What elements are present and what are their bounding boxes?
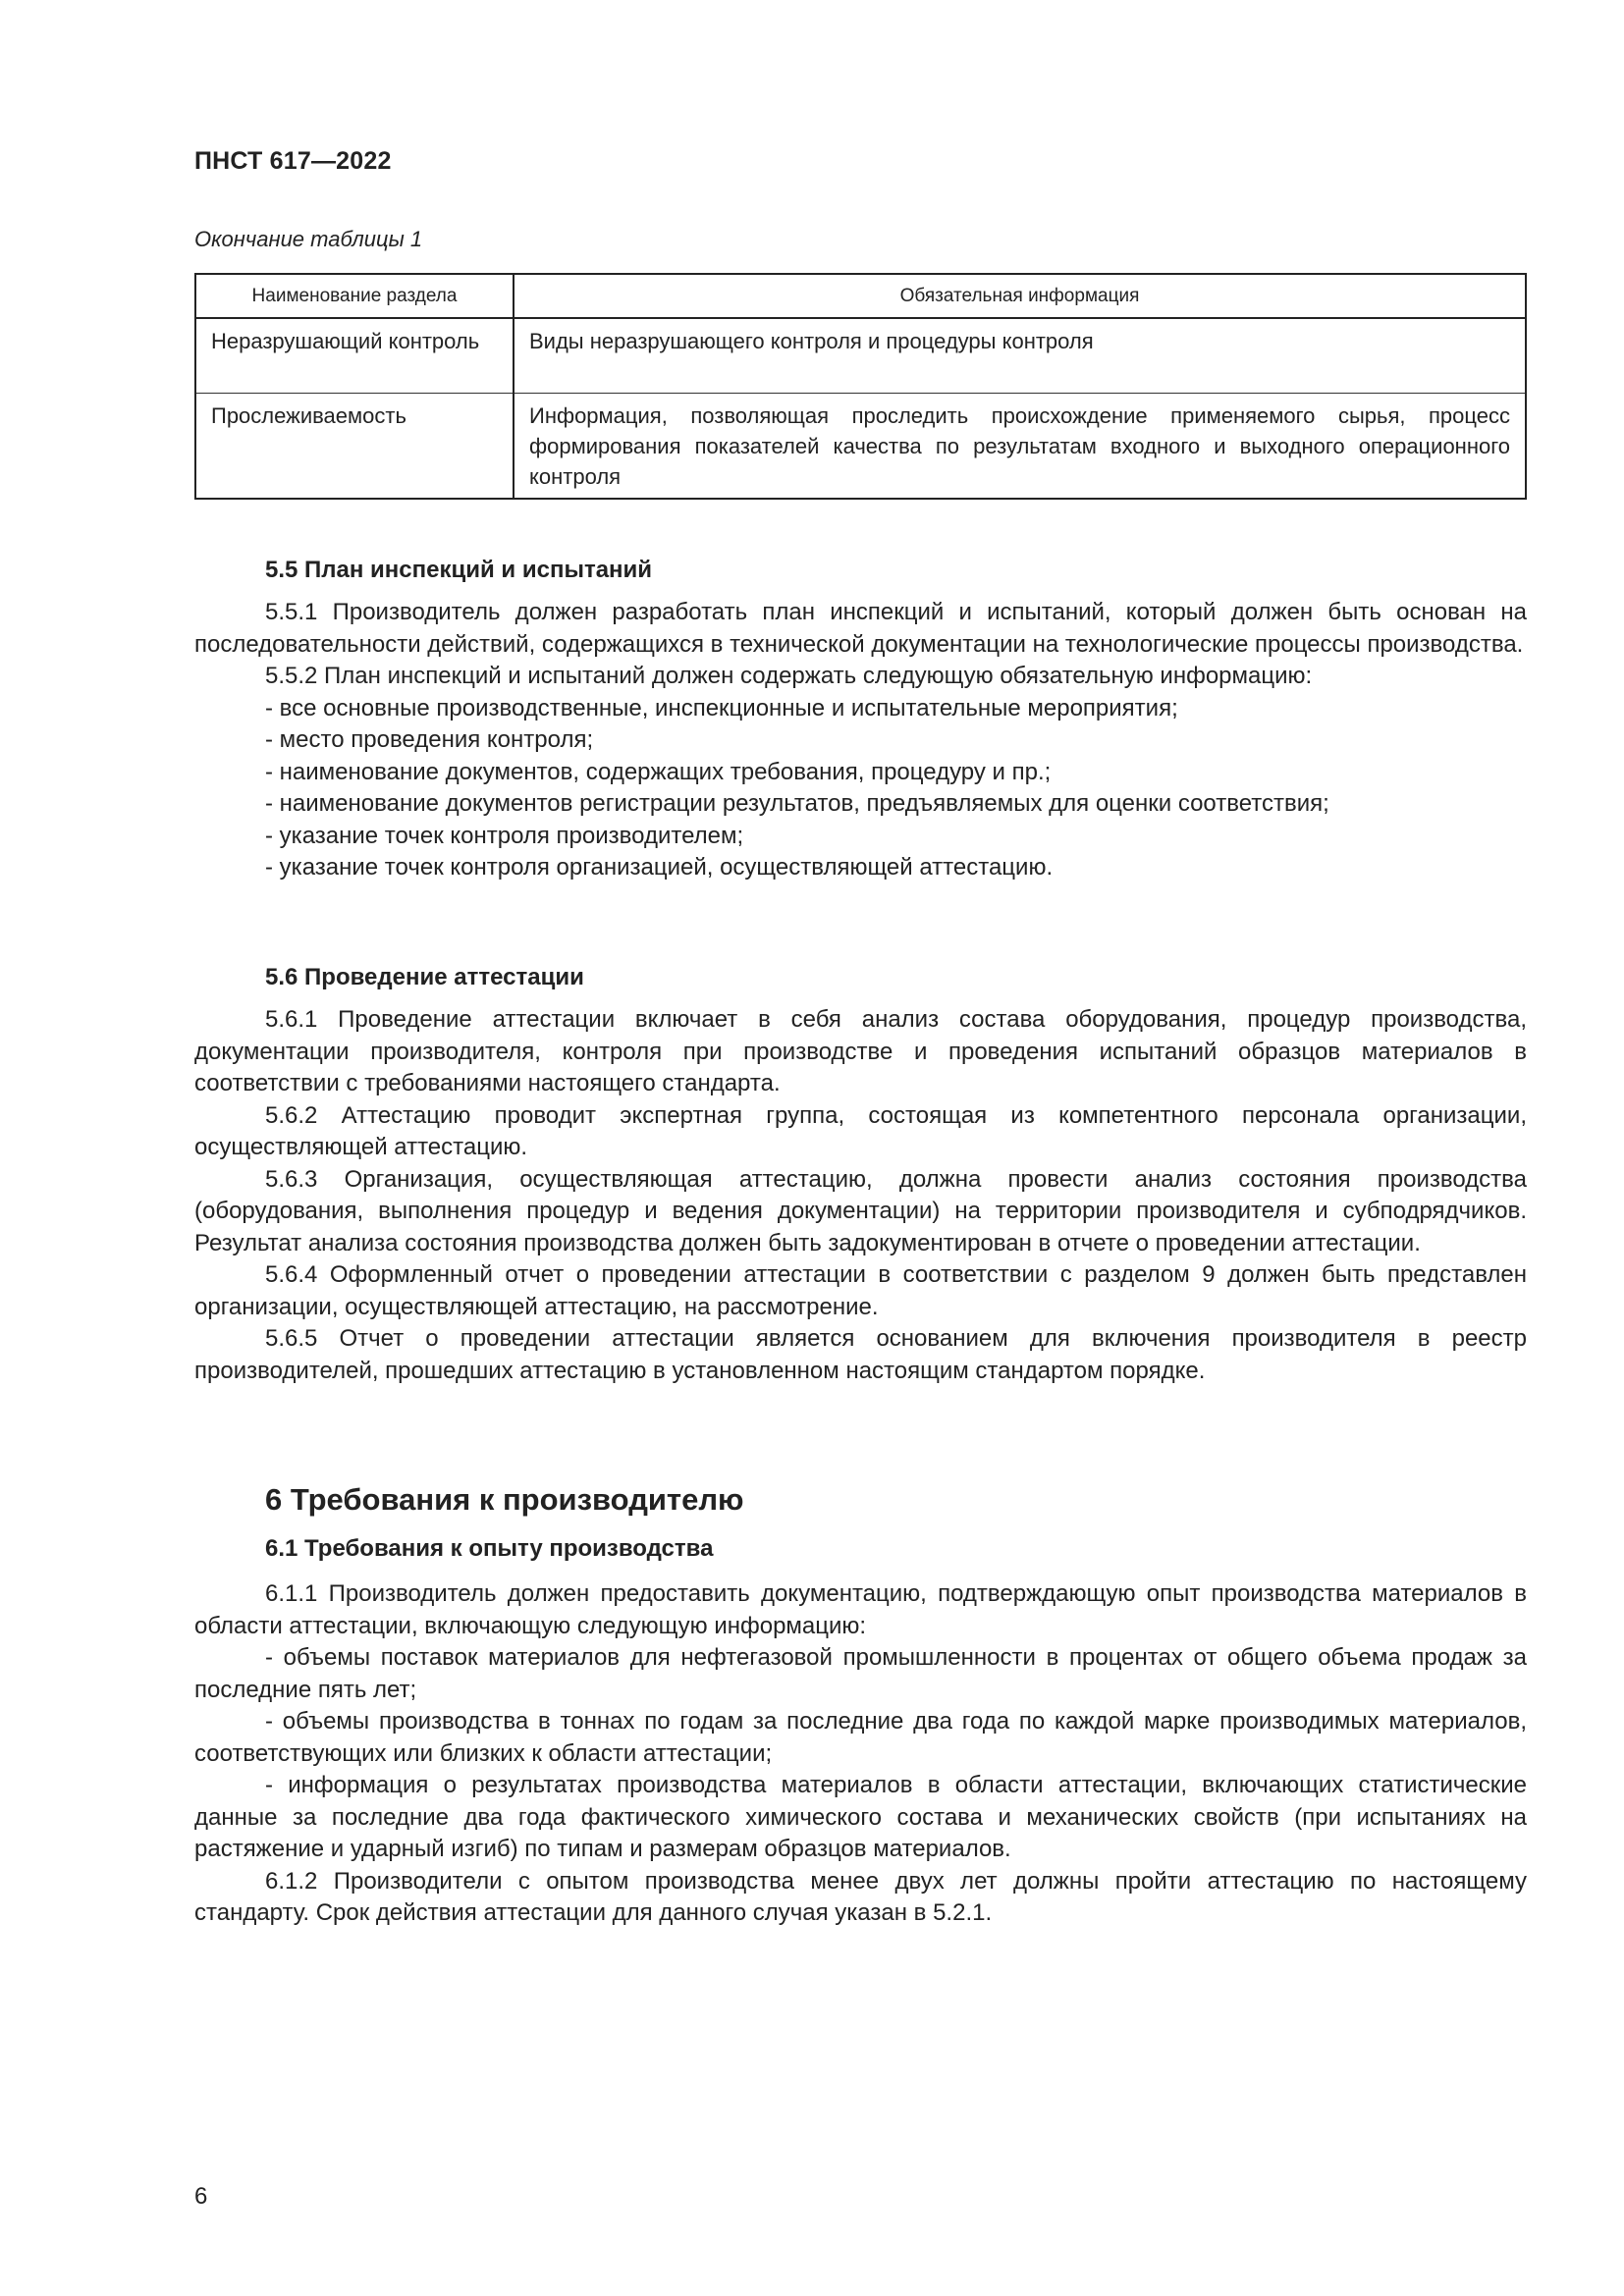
paragraph: 5.6.4 Оформленный отчет о проведении аттестации в соответствии с разделом 9 должен быть представлен организации, осуществляющей аттестацию, на рассмотрение.	[194, 1261, 1527, 1320]
document-code: ПНСТ 617—2022	[194, 147, 392, 175]
table-cell-required-info: Информация, позволяющая проследить происхождение применяемого сырья, процесс формирования показателей качества по результатам входного и выходного операционного контроля	[514, 394, 1526, 500]
section-heading: 6.1 Требования к опыту производства	[265, 1535, 714, 1562]
column-header-section-name: Наименование раздела	[195, 274, 514, 318]
table-cell-required-info: Виды неразрушающего контроля и процедуры контроля	[514, 318, 1526, 394]
table-row	[195, 318, 1526, 394]
column-header-required-info: Обязательная информация	[514, 274, 1526, 318]
list-item: - наименование документов, содержащих требования, процедуру и пр.;	[265, 758, 1052, 785]
table-cell-section-name: Неразрушающий контроль	[195, 318, 514, 394]
paragraph: 5.6.1 Проведение аттестации включает в себя анализ состава оборудования, процедур производства, документации производителя, контроля при производстве и проведения испытаний образцов материалов в соответствии с требованиями настоящего стандарта.	[194, 1006, 1527, 1096]
list-item: - указание точек контроля организацией, осуществляющей аттестацию.	[265, 854, 1054, 881]
paragraph: 5.5.2 План инспекций и испытаний должен содержать следующую обязательную информацию:	[265, 663, 1313, 689]
list-item: - указание точек контроля производителем;	[265, 822, 744, 849]
list-item: - все основные производственные, инспекционные и испытательные мероприятия;	[265, 694, 1178, 721]
list-item: - наименование документов регистрации результатов, предъявляемых для оценки соответствия;	[265, 790, 1329, 817]
requirements-table	[194, 273, 1527, 500]
section-heading: 5.6 Проведение аттестации	[265, 964, 584, 990]
section-heading: 5.5 План инспекций и испытаний	[265, 557, 653, 583]
page-number: 6	[194, 2183, 208, 2210]
list-item: - информация о результатах производства материалов в области аттестации, включающих статистические данные за последние два года фактического химического состава и механических свойств (при испытаниях на растяжение и ударный изгиб) по типам и размерам образцов материалов.	[194, 1772, 1527, 1862]
list-item: - место проведения контроля;	[265, 726, 594, 753]
paragraph: 5.6.3 Организация, осуществляющая аттестацию, должна провести анализ состояния производства (оборудования, выполнения процедур и ведения документации) на территории производителя и субподрядчиков. Результат анализа состояния производства должен быть задокументирован в отчете о проведении аттестации.	[194, 1165, 1527, 1256]
table-cell-section-name: Прослеживаемость	[195, 394, 514, 500]
table-caption: Окончание таблицы 1	[194, 227, 423, 251]
list-item: - объемы производства в тоннах по годам за последние два года по каждой марке производимых материалов, соответствующих или близких к области аттестации;	[194, 1708, 1527, 1767]
list-item: - объемы поставок материалов для нефтегазовой промышленности в процентах от общего объема продаж за последние пять лет;	[194, 1644, 1527, 1703]
paragraph: 5.6.5 Отчет о проведении аттестации является основанием для включения производителя в реестр производителей, прошедших аттестацию в установленном настоящим стандартом порядке.	[194, 1325, 1527, 1384]
section-5-5	[194, 555, 1527, 884]
paragraph: 5.5.1 Производитель должен разработать план инспекций и испытаний, который должен быть основан на последовательности действий, содержащихся в технической документации на технологические процессы производства.	[194, 599, 1527, 658]
section-6	[194, 1480, 1527, 1930]
paragraph: 6.1.2 Производители с опытом производства менее двух лет должны пройти аттестацию по настоящему стандарту. Срок действия аттестации для данного случая указан в 5.2.1.	[194, 1867, 1527, 1926]
table-row	[195, 394, 1526, 500]
paragraph: 6.1.1 Производитель должен предоставить документацию, подтверждающую опыт производства материалов в области аттестации, включающую следующую информацию:	[194, 1580, 1527, 1639]
section-5-6	[194, 962, 1527, 1387]
paragraph: 5.6.2 Аттестацию проводит экспертная группа, состоящая из компетентного персонала организации, осуществляющей аттестацию.	[194, 1101, 1527, 1160]
table-header-row	[195, 274, 1526, 318]
chapter-heading: 6 Требования к производителю	[265, 1482, 744, 1517]
